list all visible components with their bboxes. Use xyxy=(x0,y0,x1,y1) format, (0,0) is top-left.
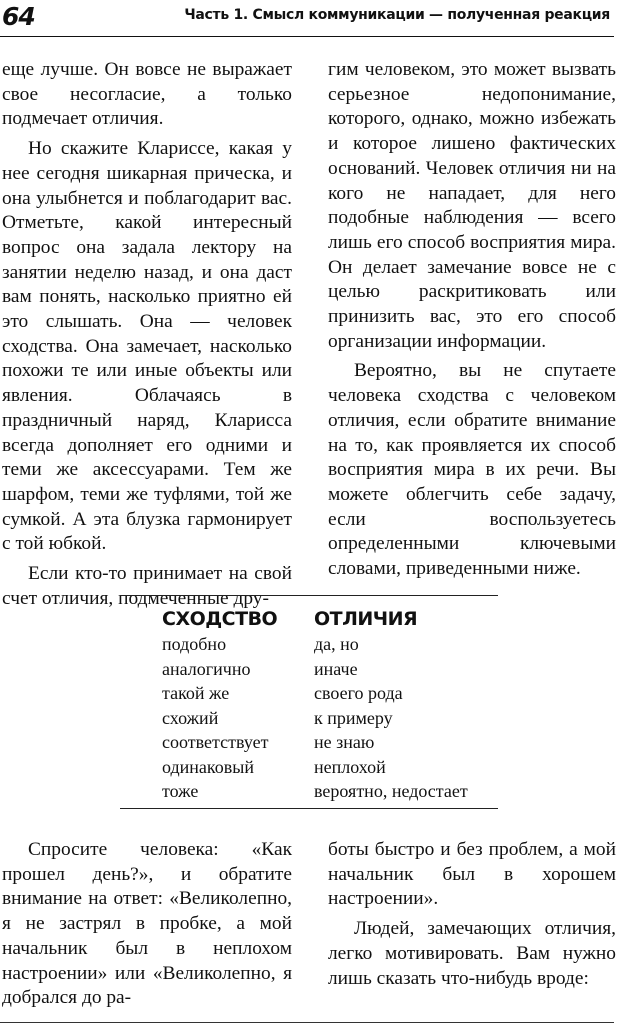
table-top-rule xyxy=(120,595,498,596)
page-number: 64 xyxy=(2,2,35,31)
top-right-column xyxy=(328,58,616,582)
paragraph: Вероятно, вы не спутаете человека сходства с человеком отличия, если обратите внимание на то, как проявляется их способ восприятия мира в их речи. Вы можете облегчить себе задачу, если воспользуетесь определенными ключевыми словами, приведенными ниже. xyxy=(328,360,616,580)
paragraph: Если кто-то принимает на свой счет отличия, подмеченные дру- xyxy=(2,563,292,609)
paragraph: Спросите человека: «Как прошел день?», и обратите внимание на ответ: «Великолепно, я не застрял в пробке, а мой начальник был в неплохом настроении» или «Великолепно, я добрался до ра- xyxy=(2,839,292,1009)
top-left-column xyxy=(2,58,292,611)
keyword-table xyxy=(120,595,498,809)
running-title: Часть 1. Смысл коммуникации — полученная реакция xyxy=(184,7,610,23)
table-row xyxy=(120,706,498,731)
similarity-word: аналогично xyxy=(162,658,251,679)
table-bottom-rule xyxy=(120,808,498,809)
similarity-word: одинаковый xyxy=(162,756,254,777)
paragraph: Но скажите Клариссе, какая у нее сегодня шикарная прическа, и она улыбнется и поблагодарит вас. Отметьте, какой интересный вопрос она задала лектору на занятии неделю назад, и она даст вам понять, насколько приятно ей это слышать. Она — человек сходства. Она замечает, насколько похожи те или иные объекты или явления. Облачаясь в праздничный наряд, Кларисса всегда дополняет его одними и теми же аксессуарами. Тем же шарфом, теми же туфлями, той же сумкой. А эта блузка гармонирует с той юбкой. xyxy=(2,138,292,555)
paragraph: Людей, замечающих отличия, легко мотивировать. Вам нужно лишь сказать что-нибудь вроде: xyxy=(328,918,616,989)
difference-word: вероятно, недостает xyxy=(314,781,468,801)
table-row xyxy=(120,681,498,706)
similarity-word: тоже xyxy=(162,781,199,801)
table-row xyxy=(120,755,498,780)
similarity-word: соответствует xyxy=(162,732,269,752)
header-rule xyxy=(0,36,614,37)
difference-word: к примеру xyxy=(314,707,393,728)
footer-rule xyxy=(0,1022,614,1023)
paragraph: боты быстро и без проблем, а мой начальник был в хорошем настроении». xyxy=(328,839,616,910)
table-row xyxy=(120,779,498,804)
difference-word: не знаю xyxy=(314,732,375,752)
table-row xyxy=(120,730,498,755)
difference-word: своего рода xyxy=(314,683,403,703)
similarity-word: подобно xyxy=(162,634,227,654)
table-row xyxy=(120,657,498,682)
table-header-row xyxy=(120,606,498,632)
difference-word: да, но xyxy=(314,634,359,654)
difference-word: иначе xyxy=(314,658,358,679)
paragraph: еще лучше. Он вовсе не выражает свое несогласие, а только подмечает отличия. xyxy=(2,59,292,130)
header-difference: ОТЛИЧИЯ xyxy=(314,608,418,630)
header-similarity: СХОДСТВО xyxy=(162,608,278,630)
difference-word: неплохой xyxy=(314,756,386,777)
bottom-left-column xyxy=(2,838,292,1011)
paragraph: гим человеком, это может вызвать серьезное недопонимание, которого, однако, можно избежать и которое лишено фактических оснований. Человек отличия ни на кого не нападает, для него подобные наблюдения — всего лишь его способ восприятия мира. Он делает замечание вовсе не с целью раскритиковать или принизить вас, это его способ организации информации. xyxy=(328,59,616,352)
similarity-word: схожий xyxy=(162,707,219,728)
bottom-right-column xyxy=(328,838,616,991)
similarity-word: такой же xyxy=(162,683,230,703)
table-row xyxy=(120,632,498,657)
